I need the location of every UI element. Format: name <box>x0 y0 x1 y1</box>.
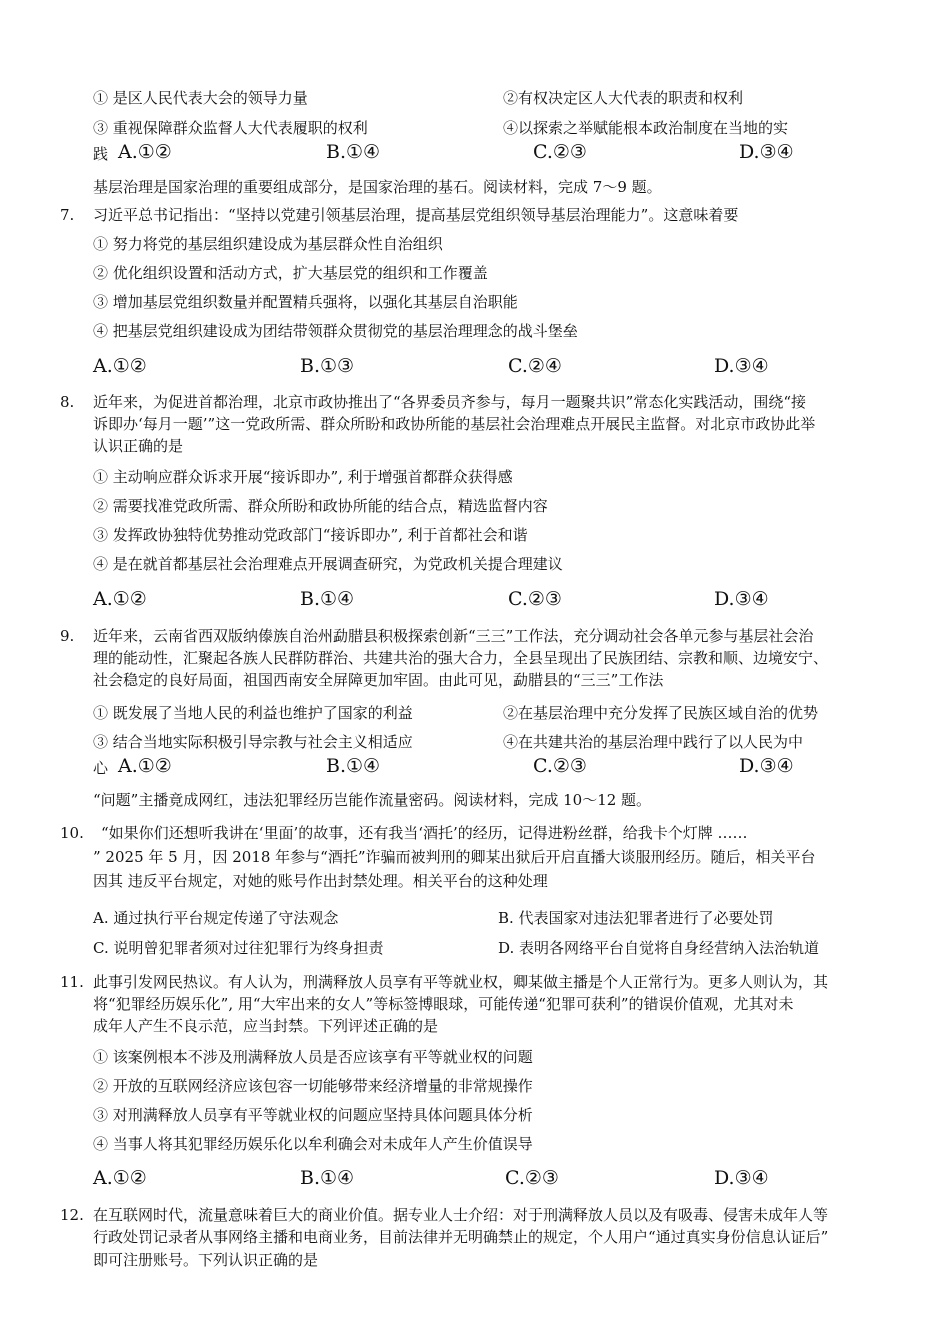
q8-answer-c[interactable]: C.②③ <box>508 588 562 610</box>
q8-option-3: ③ 发挥政协独特优势推动党政部门“接诉即办”, 利于首都社会和谐 <box>93 526 528 544</box>
q10-stem-line-2: ” 2025 年 5 月，因 2018 年参与“酒托”诈骗而被判刑的卿某出狱后开启直播大谈服刑经历。随后，相关平台 <box>93 848 816 866</box>
q9-answer-d[interactable]: D.③④ <box>739 755 794 777</box>
q8-answer-a[interactable]: A.①② <box>93 588 147 610</box>
q6-option-1: ① 是区人民代表大会的领导力量 <box>93 89 308 107</box>
q8-stem-line-3: 认识正确的是 <box>93 437 184 455</box>
q7-option-2: ② 优化组织设置和活动方式，扩大基层党的组织和工作覆盖 <box>93 264 488 282</box>
q6-option-2: ②有权决定区人大代表的职责和权利 <box>503 89 744 107</box>
q10-number: 10. <box>60 824 84 842</box>
q11-stem-line-2: 将“犯罪经历娱乐化”, 用“大牢出来的女人”等标签博眼球，可能传递“犯罪可获利”的错误价值观，尤其对未 <box>93 995 794 1013</box>
q9-option-4: ④在共建共治的基层治理中践行了以人民为中 <box>503 733 804 751</box>
q6-option-4: ④以探索之举赋能根本政治制度在当地的实 <box>503 119 789 137</box>
q7-option-1: ① 努力将党的基层组织建设成为基层群众性自治组织 <box>93 235 443 253</box>
q9-number: 9. <box>60 627 75 645</box>
q10-option-a[interactable]: A. 通过执行平台规定传递了守法观念 <box>93 909 339 927</box>
q9-option-4-cont: 心 <box>93 759 109 777</box>
q8-answer-d[interactable]: D.③④ <box>714 588 769 610</box>
q11-option-1: ① 该案例根本不涉及刑满释放人员是否应该享有平等就业权的问题 <box>93 1048 533 1066</box>
q6-answer-c[interactable]: C.②③ <box>533 141 587 163</box>
q10-stem-line-1: “如果你们还想听我讲在‘里面’的故事，还有我当‘酒托’的经历，记得进粉丝群，给我卡个灯牌 …… <box>101 824 748 842</box>
q9-stem-line-3: 社会稳定的良好局面，祖国西南安全屏障更加牢固。由此可见，勐腊县的“三三”工作法 <box>93 671 664 689</box>
q8-answer-b[interactable]: B.①④ <box>300 588 355 610</box>
q8-stem-line-1: 近年来，为促进首都治理，北京市政协推出了“各界委员齐参与，每月一题聚共识”常态化实践活动，围绕“接 <box>93 393 807 411</box>
q11-number: 11. <box>60 973 84 991</box>
q6-option-3: ③ 重视保障群众监督人大代表履职的权利 <box>93 119 368 137</box>
q11-answer-c[interactable]: C.②③ <box>505 1167 559 1189</box>
section-intro-7-9: 基层治理是国家治理的重要组成部分，是国家治理的基石。阅读材料，完成 7～9 题。 <box>93 178 662 196</box>
q9-stem-line-2: 理的能动性，汇聚起各族人民群防群治、共建共治的强大合力，全县呈现出了民族团结、宗教和顺、边境安宁、 <box>93 649 829 667</box>
q10-option-b[interactable]: B. 代表国家对违法犯罪者进行了必要处罚 <box>498 909 774 927</box>
q8-option-2: ② 需要找准党政所需、群众所盼和政协所能的结合点，精选监督内容 <box>93 497 548 515</box>
q8-option-1: ① 主动响应群众诉求开展“接诉即办”, 利于增强首都群众获得感 <box>93 468 513 486</box>
q6-answer-b[interactable]: B.①④ <box>326 141 381 163</box>
q11-option-3: ③ 对刑满释放人员享有平等就业权的问题应坚持具体问题具体分析 <box>93 1106 533 1124</box>
q7-option-3: ③ 增加基层党组织数量并配置精兵强将，以强化其基层自治职能 <box>93 293 518 311</box>
q10-option-d[interactable]: D. 表明各网络平台自觉将自身经营纳入法治轨道 <box>498 939 820 957</box>
q8-number: 8. <box>60 393 75 411</box>
q7-answer-d[interactable]: D.③④ <box>714 355 769 377</box>
q9-answer-b[interactable]: B.①④ <box>326 755 381 777</box>
q9-option-1: ① 既发展了当地人民的利益也维护了国家的利益 <box>93 704 413 722</box>
q12-stem-line-1: 在互联网时代，流量意味着巨大的商业价值。据专业人士介绍：对于刑满释放人员以及有吸毒、侵害未成年人等 <box>93 1206 829 1224</box>
q9-option-2: ②在基层治理中充分发挥了民族区域自治的优势 <box>503 704 819 722</box>
q12-stem-line-3: 即可注册账号。下列认识正确的是 <box>93 1251 319 1269</box>
q11-stem-line-3: 成年人产生不良示范，应当封禁。下列评述正确的是 <box>93 1017 439 1035</box>
q6-answer-d[interactable]: D.③④ <box>739 141 794 163</box>
q6-option-4-cont: 践 <box>93 145 109 163</box>
q7-number: 7. <box>60 206 75 224</box>
q7-answer-b[interactable]: B.①③ <box>300 355 355 377</box>
q9-answer-a[interactable]: A.①② <box>118 755 172 777</box>
q10-stem-line-3: 因其 违反平台规定，对她的账号作出封禁处理。相关平台的这种处理 <box>93 872 548 890</box>
q11-option-4: ④ 当事人将其犯罪经历娱乐化以牟利确会对未成年人产生价值误导 <box>93 1135 533 1153</box>
q7-option-4: ④ 把基层党组织建设成为团结带领群众贯彻党的基层治理理念的战斗堡垒 <box>93 322 578 340</box>
q11-option-2: ② 开放的互联网经济应该包容一切能够带来经济增量的非常规操作 <box>93 1077 533 1095</box>
q10-option-c[interactable]: C. 说明曾犯罪者须对过往犯罪行为终身担责 <box>93 939 384 957</box>
q9-stem-line-1: 近年来，云南省西双版纳傣族自治州勐腊县积极探索创新“三三”工作法，充分调动社会各单元参与基层社会治 <box>93 627 814 645</box>
section-intro-10-12: “问题”主播竟成网红，违法犯罪经历岂能作流量密码。阅读材料，完成 10～12 题。 <box>93 791 652 809</box>
q7-stem: 习近平总书记指出：“坚持以党建引领基层治理，提高基层党组织领导基层治理能力”。这意味着要 <box>93 206 739 224</box>
q11-answer-d[interactable]: D.③④ <box>714 1167 769 1189</box>
q9-option-3: ③ 结合当地实际积极引导宗教与社会主义相适应 <box>93 733 413 751</box>
q7-answer-a[interactable]: A.①② <box>93 355 147 377</box>
q12-stem-line-2: 行政处罚记录者从事网络主播和电商业务，目前法律并无明确禁止的规定，个人用户“通过真实身份信息认证后” <box>93 1228 829 1246</box>
q9-answer-c[interactable]: C.②③ <box>533 755 587 777</box>
q11-stem-line-1: 此事引发网民热议。有人认为，刑满释放人员享有平等就业权，卿某做主播是个人正常行为。更多人则认为，其 <box>93 973 829 991</box>
q7-answer-c[interactable]: C.②④ <box>508 355 562 377</box>
q6-answer-a[interactable]: A.①② <box>118 141 172 163</box>
q8-option-4: ④ 是在就首都基层社会治理难点开展调查研究，为党政机关提合理建议 <box>93 555 563 573</box>
q8-stem-line-2: 诉即办‘每月一题’”这一党政所需、群众所盼和政协所能的基层社会治理难点开展民主监督。对北京市政协此举 <box>93 415 816 433</box>
q11-answer-a[interactable]: A.①② <box>93 1167 147 1189</box>
q11-answer-b[interactable]: B.①④ <box>300 1167 355 1189</box>
q12-number: 12. <box>60 1206 84 1224</box>
